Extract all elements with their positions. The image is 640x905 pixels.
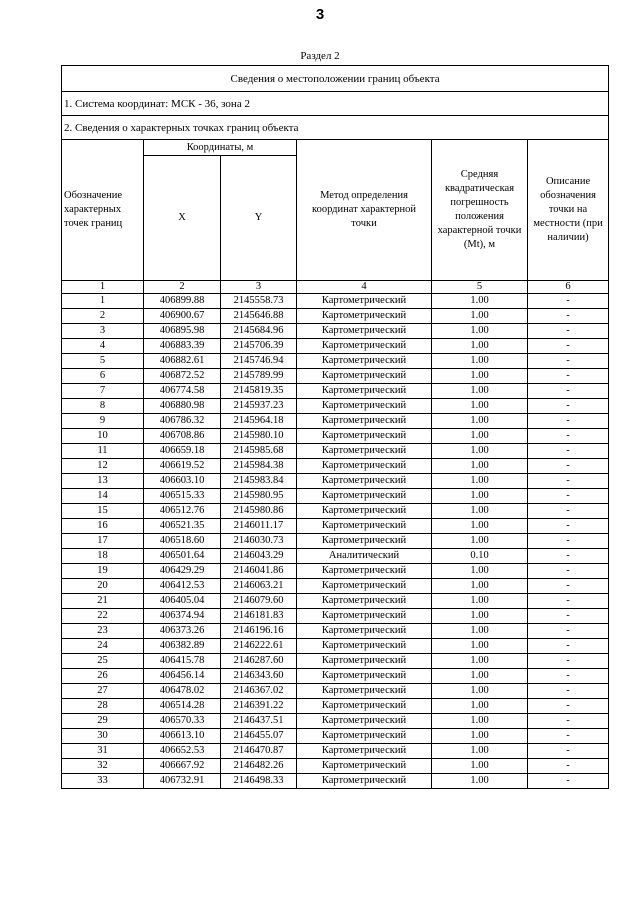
coordinate-system: 1. Система координат: МСК - 36, зона 2: [62, 92, 609, 116]
accuracy-cell: 1.00: [432, 354, 528, 369]
x-coordinate-cell: 406899.88: [144, 294, 221, 309]
y-coordinate-cell: 2145646.88: [221, 309, 297, 324]
accuracy-cell: 1.00: [432, 684, 528, 699]
table-row: [62, 534, 609, 549]
x-coordinate-cell: 406786.32: [144, 414, 221, 429]
x-coordinate-cell: 406882.61: [144, 354, 221, 369]
x-coordinate-cell: 406774.58: [144, 384, 221, 399]
x-coordinate-cell: 406373.26: [144, 624, 221, 639]
column-numbers-row: [62, 281, 609, 294]
description-cell: -: [528, 534, 609, 549]
y-coordinate-cell: 2146470.87: [221, 744, 297, 759]
y-coordinate-cell: 2145706.39: [221, 339, 297, 354]
method-cell: Картометрический: [297, 444, 432, 459]
x-coordinate-cell: 406374.94: [144, 609, 221, 624]
accuracy-cell: 1.00: [432, 564, 528, 579]
y-coordinate-cell: 2146030.73: [221, 534, 297, 549]
point-number-cell: 21: [62, 594, 144, 609]
table-row: [62, 624, 609, 639]
accuracy-cell: 1.00: [432, 324, 528, 339]
description-cell: -: [528, 744, 609, 759]
x-coordinate-cell: 406570.33: [144, 714, 221, 729]
y-coordinate-cell: 2145983.84: [221, 474, 297, 489]
point-number-cell: 16: [62, 519, 144, 534]
method-cell: Картометрический: [297, 324, 432, 339]
table-row: [62, 669, 609, 684]
x-coordinate-cell: 406412.53: [144, 579, 221, 594]
accuracy-cell: 1.00: [432, 579, 528, 594]
method-cell: Картометрический: [297, 759, 432, 774]
x-coordinate-cell: 406405.04: [144, 594, 221, 609]
table-title: Сведения о местоположении границ объекта: [62, 66, 609, 92]
description-cell: -: [528, 294, 609, 309]
accuracy-cell: 1.00: [432, 639, 528, 654]
table-row: [62, 609, 609, 624]
x-coordinate-cell: 406667.92: [144, 759, 221, 774]
method-cell: Картометрический: [297, 519, 432, 534]
section-label: Раздел 2: [300, 50, 340, 62]
accuracy-cell: 1.00: [432, 744, 528, 759]
table-row: [62, 504, 609, 519]
point-number-cell: 27: [62, 684, 144, 699]
table-row: [62, 474, 609, 489]
x-coordinate-cell: 406708.86: [144, 429, 221, 444]
table-row: [62, 684, 609, 699]
table-row: [62, 384, 609, 399]
accuracy-cell: 1.00: [432, 414, 528, 429]
method-cell: Картометрический: [297, 294, 432, 309]
description-cell: -: [528, 444, 609, 459]
y-coordinate-cell: 2145684.96: [221, 324, 297, 339]
description-cell: -: [528, 759, 609, 774]
y-coordinate-cell: 2146498.33: [221, 774, 297, 789]
table-row: [62, 594, 609, 609]
y-coordinate-cell: 2146343.60: [221, 669, 297, 684]
x-coordinate-cell: 406603.10: [144, 474, 221, 489]
y-coordinate-cell: 2146367.02: [221, 684, 297, 699]
table-row: [62, 429, 609, 444]
description-cell: -: [528, 369, 609, 384]
point-number-cell: 12: [62, 459, 144, 474]
column-number: 2: [144, 281, 221, 294]
description-cell: -: [528, 639, 609, 654]
method-cell: Картометрический: [297, 339, 432, 354]
header-accuracy: Средняя квадратическая погрешность положения характерной точки (Mt), м: [432, 140, 528, 281]
description-cell: -: [528, 399, 609, 414]
column-number: 5: [432, 281, 528, 294]
x-coordinate-cell: 406880.98: [144, 399, 221, 414]
point-number-cell: 17: [62, 534, 144, 549]
point-number-cell: 8: [62, 399, 144, 414]
x-coordinate-cell: 406478.02: [144, 684, 221, 699]
method-cell: Картометрический: [297, 699, 432, 714]
table-row: [62, 654, 609, 669]
y-coordinate-cell: 2146482.26: [221, 759, 297, 774]
point-number-cell: 13: [62, 474, 144, 489]
method-cell: Картометрический: [297, 414, 432, 429]
table-row: [62, 579, 609, 594]
table-row: [62, 414, 609, 429]
accuracy-cell: 1.00: [432, 729, 528, 744]
y-coordinate-cell: 2146043.29: [221, 549, 297, 564]
table-row: [62, 714, 609, 729]
table-row: [62, 444, 609, 459]
x-coordinate-cell: 406613.10: [144, 729, 221, 744]
x-coordinate-cell: 406872.52: [144, 369, 221, 384]
method-cell: Картометрический: [297, 489, 432, 504]
description-cell: -: [528, 624, 609, 639]
description-cell: -: [528, 489, 609, 504]
point-number-cell: 29: [62, 714, 144, 729]
description-cell: -: [528, 519, 609, 534]
table-row: [62, 354, 609, 369]
point-number-cell: 31: [62, 744, 144, 759]
method-cell: Картометрический: [297, 594, 432, 609]
column-number: 1: [62, 281, 144, 294]
point-number-cell: 32: [62, 759, 144, 774]
y-coordinate-cell: 2145746.94: [221, 354, 297, 369]
table-row: [62, 489, 609, 504]
y-coordinate-cell: 2145937.23: [221, 399, 297, 414]
y-coordinate-cell: 2145819.35: [221, 384, 297, 399]
method-cell: Картометрический: [297, 669, 432, 684]
accuracy-cell: 1.00: [432, 774, 528, 789]
description-cell: -: [528, 459, 609, 474]
point-number-cell: 25: [62, 654, 144, 669]
description-cell: -: [528, 339, 609, 354]
method-cell: Картометрический: [297, 534, 432, 549]
method-cell: Картометрический: [297, 564, 432, 579]
y-coordinate-cell: 2145558.73: [221, 294, 297, 309]
table-row: [62, 549, 609, 564]
header-method: Метод определения координат характерной точки: [297, 140, 432, 281]
x-coordinate-cell: 406514.28: [144, 699, 221, 714]
y-coordinate-cell: 2146063.21: [221, 579, 297, 594]
point-number-cell: 26: [62, 669, 144, 684]
header-description: Описание обозначения точки на местности (при наличии): [528, 140, 609, 281]
point-number-cell: 24: [62, 639, 144, 654]
point-number-cell: 6: [62, 369, 144, 384]
accuracy-cell: 1.00: [432, 504, 528, 519]
description-cell: -: [528, 324, 609, 339]
x-coordinate-cell: 406659.18: [144, 444, 221, 459]
point-number-cell: 30: [62, 729, 144, 744]
y-coordinate-cell: 2146455.07: [221, 729, 297, 744]
point-number-cell: 15: [62, 504, 144, 519]
description-cell: -: [528, 729, 609, 744]
description-cell: -: [528, 504, 609, 519]
accuracy-cell: 1.00: [432, 429, 528, 444]
accuracy-cell: 1.00: [432, 444, 528, 459]
accuracy-cell: 1.00: [432, 399, 528, 414]
method-cell: Картометрический: [297, 429, 432, 444]
point-number-cell: 3: [62, 324, 144, 339]
x-coordinate-cell: 406619.52: [144, 459, 221, 474]
x-coordinate-cell: 406456.14: [144, 669, 221, 684]
point-number-cell: 11: [62, 444, 144, 459]
y-coordinate-cell: 2146011.17: [221, 519, 297, 534]
point-number-cell: 33: [62, 774, 144, 789]
accuracy-cell: 1.00: [432, 654, 528, 669]
table-row: [62, 309, 609, 324]
point-number-cell: 1: [62, 294, 144, 309]
y-coordinate-cell: 2145984.38: [221, 459, 297, 474]
method-cell: Картометрический: [297, 579, 432, 594]
description-cell: -: [528, 669, 609, 684]
table-row: [62, 294, 609, 309]
description-cell: -: [528, 654, 609, 669]
y-coordinate-cell: 2145980.86: [221, 504, 297, 519]
description-cell: -: [528, 579, 609, 594]
table-row: [62, 639, 609, 654]
y-coordinate-cell: 2146181.83: [221, 609, 297, 624]
x-coordinate-cell: 406515.33: [144, 489, 221, 504]
header-point-designation: Обозначение характерных точек границ: [62, 140, 144, 281]
method-cell: Картометрический: [297, 309, 432, 324]
table-row: [62, 459, 609, 474]
method-cell: Картометрический: [297, 654, 432, 669]
accuracy-cell: 1.00: [432, 294, 528, 309]
accuracy-cell: 1.00: [432, 534, 528, 549]
y-coordinate-cell: 2146222.61: [221, 639, 297, 654]
table-row: [62, 564, 609, 579]
point-number-cell: 22: [62, 609, 144, 624]
table-row: [62, 519, 609, 534]
y-coordinate-cell: 2146391.22: [221, 699, 297, 714]
x-coordinate-cell: 406521.35: [144, 519, 221, 534]
accuracy-cell: 1.00: [432, 489, 528, 504]
y-coordinate-cell: 2146041.86: [221, 564, 297, 579]
y-coordinate-cell: 2145980.95: [221, 489, 297, 504]
method-cell: Картометрический: [297, 399, 432, 414]
accuracy-cell: 1.00: [432, 384, 528, 399]
accuracy-cell: 1.00: [432, 699, 528, 714]
description-cell: -: [528, 384, 609, 399]
point-number-cell: 23: [62, 624, 144, 639]
table-row: [62, 369, 609, 384]
point-number-cell: 18: [62, 549, 144, 564]
description-cell: -: [528, 699, 609, 714]
header-x: X: [144, 156, 221, 281]
method-cell: Картометрический: [297, 744, 432, 759]
accuracy-cell: 1.00: [432, 759, 528, 774]
table-row: [62, 774, 609, 789]
method-cell: Картометрический: [297, 474, 432, 489]
header-y: Y: [221, 156, 297, 281]
method-cell: Картометрический: [297, 624, 432, 639]
point-number-cell: 7: [62, 384, 144, 399]
description-cell: -: [528, 549, 609, 564]
x-coordinate-cell: 406415.78: [144, 654, 221, 669]
method-cell: Картометрический: [297, 369, 432, 384]
table-row: [62, 324, 609, 339]
y-coordinate-cell: 2145980.10: [221, 429, 297, 444]
method-cell: Картометрический: [297, 639, 432, 654]
method-cell: Картометрический: [297, 774, 432, 789]
method-cell: Картометрический: [297, 609, 432, 624]
point-number-cell: 5: [62, 354, 144, 369]
x-coordinate-cell: 406518.60: [144, 534, 221, 549]
point-number-cell: 4: [62, 339, 144, 354]
table-row: [62, 729, 609, 744]
table-row: [62, 699, 609, 714]
method-cell: Картометрический: [297, 729, 432, 744]
method-cell: Картометрический: [297, 459, 432, 474]
description-cell: -: [528, 564, 609, 579]
point-number-cell: 9: [62, 414, 144, 429]
table-row: [62, 759, 609, 774]
accuracy-cell: 1.00: [432, 474, 528, 489]
x-coordinate-cell: 406900.67: [144, 309, 221, 324]
point-number-cell: 14: [62, 489, 144, 504]
accuracy-cell: 1.00: [432, 459, 528, 474]
description-cell: -: [528, 414, 609, 429]
y-coordinate-cell: 2145964.18: [221, 414, 297, 429]
accuracy-cell: 1.00: [432, 369, 528, 384]
y-coordinate-cell: 2146287.60: [221, 654, 297, 669]
x-coordinate-cell: 406895.98: [144, 324, 221, 339]
point-number-cell: 10: [62, 429, 144, 444]
accuracy-cell: 1.00: [432, 669, 528, 684]
x-coordinate-cell: 406883.39: [144, 339, 221, 354]
description-cell: -: [528, 354, 609, 369]
boundary-points-table: [61, 65, 609, 789]
accuracy-cell: 1.00: [432, 624, 528, 639]
accuracy-cell: 1.00: [432, 519, 528, 534]
method-cell: Картометрический: [297, 354, 432, 369]
point-number-cell: 28: [62, 699, 144, 714]
x-coordinate-cell: 406382.89: [144, 639, 221, 654]
column-number: 6: [528, 281, 609, 294]
method-cell: Картометрический: [297, 714, 432, 729]
y-coordinate-cell: 2146196.16: [221, 624, 297, 639]
x-coordinate-cell: 406429.29: [144, 564, 221, 579]
x-coordinate-cell: 406732.91: [144, 774, 221, 789]
x-coordinate-cell: 406501.64: [144, 549, 221, 564]
header-coordinates: Координаты, м: [144, 140, 297, 156]
column-number: 3: [221, 281, 297, 294]
accuracy-cell: 1.00: [432, 309, 528, 324]
accuracy-cell: 0.10: [432, 549, 528, 564]
y-coordinate-cell: 2145985.68: [221, 444, 297, 459]
accuracy-cell: 1.00: [432, 609, 528, 624]
description-cell: -: [528, 684, 609, 699]
y-coordinate-cell: 2145789.99: [221, 369, 297, 384]
page-number: 3: [315, 6, 325, 23]
table-row: [62, 399, 609, 414]
point-number-cell: 20: [62, 579, 144, 594]
method-cell: Картометрический: [297, 504, 432, 519]
column-number: 4: [297, 281, 432, 294]
description-cell: -: [528, 309, 609, 324]
accuracy-cell: 1.00: [432, 714, 528, 729]
table-row: [62, 744, 609, 759]
table-subtitle: 2. Сведения о характерных точках границ объекта: [62, 116, 609, 140]
x-coordinate-cell: 406512.76: [144, 504, 221, 519]
method-cell: Аналитический: [297, 549, 432, 564]
point-number-cell: 2: [62, 309, 144, 324]
y-coordinate-cell: 2146079.60: [221, 594, 297, 609]
point-number-cell: 19: [62, 564, 144, 579]
description-cell: -: [528, 609, 609, 624]
table-row: [62, 339, 609, 354]
description-cell: -: [528, 774, 609, 789]
method-cell: Картометрический: [297, 384, 432, 399]
method-cell: Картометрический: [297, 684, 432, 699]
description-cell: -: [528, 474, 609, 489]
accuracy-cell: 1.00: [432, 594, 528, 609]
y-coordinate-cell: 2146437.51: [221, 714, 297, 729]
description-cell: -: [528, 714, 609, 729]
description-cell: -: [528, 594, 609, 609]
x-coordinate-cell: 406652.53: [144, 744, 221, 759]
accuracy-cell: 1.00: [432, 339, 528, 354]
description-cell: -: [528, 429, 609, 444]
